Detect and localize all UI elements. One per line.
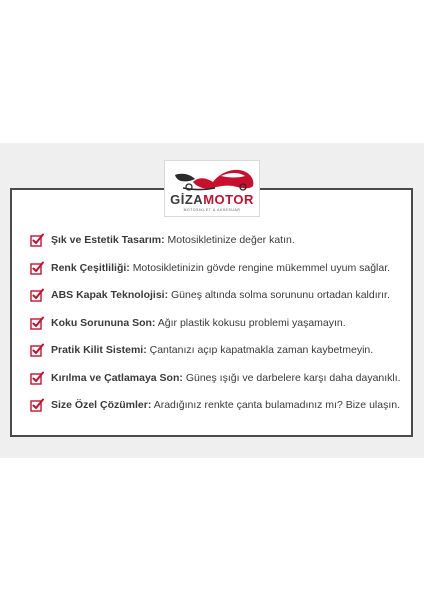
brand-name-part1: GİZA (170, 192, 204, 207)
feature-text (51, 399, 400, 411)
checkbox-check-icon (30, 316, 44, 330)
feature-text (51, 234, 295, 246)
checkbox-check-icon (30, 261, 44, 275)
feature-description: Aradığınız renkte çanta bulamadınız mı? Bize ulaşın. (153, 399, 401, 411)
feature-title: Şık ve Estetik Tasarım: (51, 234, 165, 246)
feature-title: Renk Çeşitliliği: (51, 261, 130, 274)
feature-text (51, 372, 401, 384)
feature-title: Koku Sorununa Son: (51, 316, 156, 329)
feature-description: Ağır plastik kokusu problemi yaşamayın. (157, 316, 346, 329)
feature-text (51, 262, 390, 274)
feature-text (51, 344, 373, 356)
motorcycle-logo-icon (169, 166, 257, 194)
feature-text (51, 317, 346, 329)
list-item (22, 395, 412, 423)
checkbox-check-icon (30, 233, 44, 247)
brand-name (165, 192, 259, 207)
checkbox-check-icon (30, 288, 44, 302)
list-item (22, 230, 412, 258)
brand-name-part2: MOTOR (203, 192, 254, 207)
brand-logo (164, 160, 260, 217)
checkbox-check-icon (30, 398, 44, 412)
feature-description: Güneş ışığı ve darbelere karşı daha dayanıklı. (185, 371, 401, 384)
checkbox-check-icon (30, 343, 44, 357)
feature-description: Motosikletinizin gövde rengine mükemmel uyum sağlar. (132, 261, 391, 274)
list-item (22, 285, 412, 313)
feature-list (22, 230, 412, 423)
feature-description: Motosikletinize değer katın. (167, 234, 295, 246)
feature-description: Güneş altında solma sorununu ortadan kaldırır. (171, 289, 390, 301)
brand-tagline: MOTOSIKLET & AKSESUAR (183, 208, 241, 212)
feature-description: Çantanızı açıp kapatmakla zaman kaybetmeyin. (149, 344, 374, 356)
feature-title: Size Özel Çözümler: (51, 399, 152, 411)
feature-text (51, 289, 390, 301)
list-item (22, 258, 412, 286)
list-item (22, 368, 412, 396)
list-item (22, 313, 412, 341)
feature-title: Pratik Kilit Sistemi: (51, 344, 147, 356)
feature-title: Kırılma ve Çatlamaya Son: (51, 371, 183, 384)
list-item (22, 340, 412, 368)
feature-title: ABS Kapak Teknolojisi: (51, 289, 169, 301)
checkbox-check-icon (30, 371, 44, 385)
